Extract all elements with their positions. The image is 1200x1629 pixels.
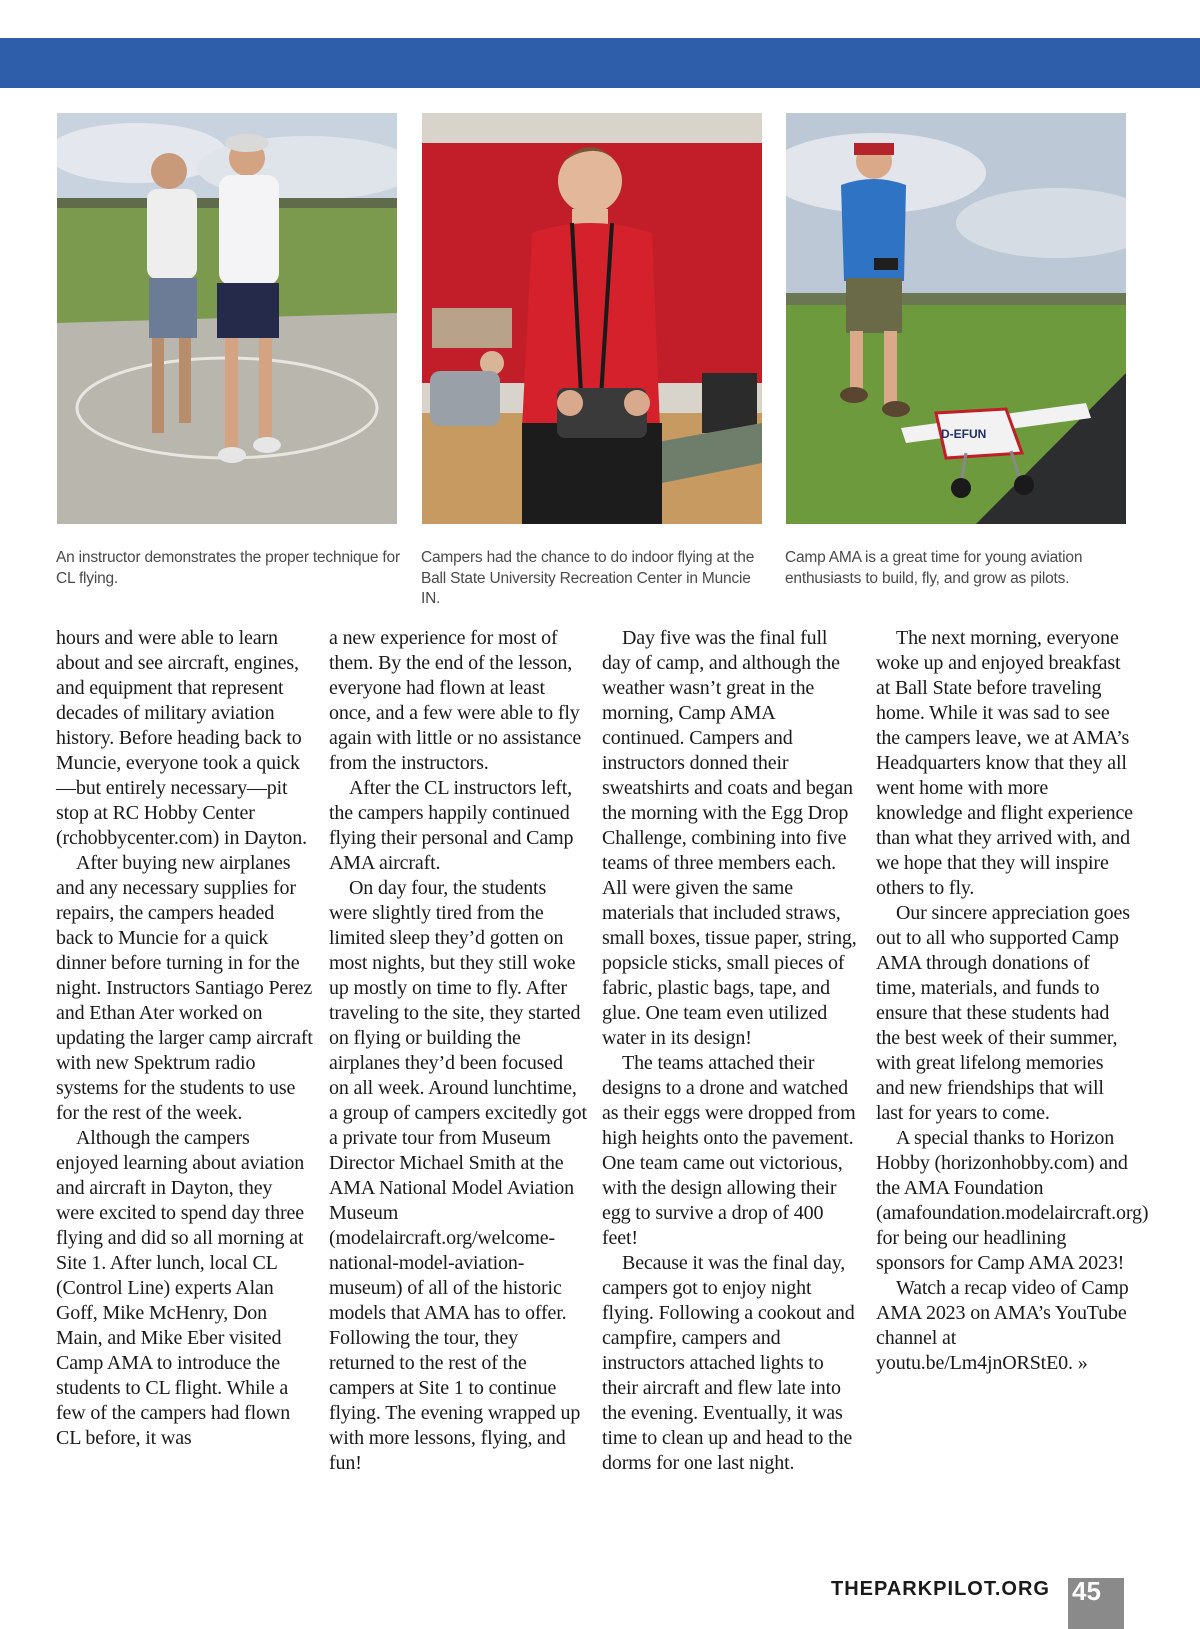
article-paragraph: hours and were able to learn about and see aircraft, engines, and equipment that represent decades of military aviation history. Before heading back to Muncie, everyone took a quick—but entirely necessary—pit stop at RC Hobby Center (rchobbycenter.com) in Dayton. <box>56 627 307 849</box>
article-paragraph: The teams attached their designs to a drone and watched as their eggs were dropped from high heights onto the pavement. One team came out victorious, with the design allowing their egg to survive a drop of 400 feet! <box>602 1052 856 1249</box>
photo-camper-with-rc-plane <box>786 113 1126 524</box>
article-paragraph: A special thanks to Horizon Hobby (horizonhobby.com) and the AMA Foundation (amafoundation.modelaircraft.org) for being our headlining sponsors for Camp AMA 2023! <box>876 1127 1149 1274</box>
photo-caption: Camp AMA is a great time for young aviation enthusiasts to build, fly, and grow as pilots. <box>785 549 1083 587</box>
article-paragraph: The next morning, everyone woke up and enjoyed breakfast at Ball State before traveling home. While it was sad to see the campers leave, we at AMA’s Headquarters know that they all went home with more knowledge and flight experience than what they arrived with, and we hope that they will inspire others to fly. <box>876 627 1133 899</box>
photo-caption: An instructor demonstrates the proper technique for CL flying. <box>56 549 400 587</box>
footer-website: THEPARKPILOT.ORG <box>831 1578 1050 1600</box>
article-paragraph: a new experience for most of them. By the end of the lesson, everyone had flown at least once, and a few were able to fly again with little or no assistance from the instructors. <box>329 627 582 774</box>
article-paragraph: After buying new airplanes and any necessary supplies for repairs, the campers headed back to Muncie for a quick dinner before turning in for the night. Instructors Santiago Perez and Ethan Ater worked on updating the larger camp aircraft with new Spektrum radio systems for the students to use for the rest of the week. <box>56 852 313 1124</box>
article-paragraph: Because it was the final day, campers got to enjoy night flying. Following a cookout and campfire, campers and instructors attached lights to their aircraft and flew late into the evening. Eventually, it was time to clean up and head to the dorms for one last night. <box>602 1252 855 1474</box>
article-paragraph: Day five was the final full day of camp, and although the weather wasn’t great in the morning, Camp AMA continued. Campers and instructors donned their sweatshirts and coats and began the morning with the Egg Drop Challenge, combining into five teams of three members each. All were given the same materials that included straws, small boxes, tissue paper, string, popsicle sticks, small pieces of fabric, plastic bags, tape, and glue. One team even utilized water in its design! <box>602 627 857 1049</box>
article-paragraph: Although the campers enjoyed learning about aviation and aircraft in Dayton, they were excited to spend day three flying and did so all morning at Site 1. After lunch, local CL (Control Line) experts Alan Goff, Mike McHenry, Don Main, and Mike Eber visited Camp AMA to introduce the students to CL flight. While a few of the campers had flown CL before, it was <box>56 1127 305 1449</box>
article-paragraph: Our sincere appreciation goes out to all who supported Camp AMA through donations of time, materials, and funds to ensure that these students had the best week of their summer, with great lifelong memories and new friendships that will last for years to come. <box>876 902 1130 1124</box>
plane-registration-text: D-EFUN <box>941 427 987 441</box>
photo-indoor-flying-camper <box>422 113 762 524</box>
page-number: 45 <box>1068 1578 1124 1629</box>
article-paragraph: On day four, the students were slightly tired from the limited sleep they’d gotten on most nights, but they still woke up mostly on time to fly. After traveling to the site, they started on flying or building the airplanes they’d been focused on all week. Around lunchtime, a group of campers excitedly got a private tour from Museum Director Michael Smith at the AMA National Model Aviation Museum (modelaircraft.org/welcome-national-model-aviation-museum) of all of the historic models that AMA has to offer. Following the tour, they returned to the rest of the campers at Site 1 to continue flying. The evening wrapped up with more lessons, flying, and fun! <box>329 877 587 1474</box>
photo-instructor-cl-flying <box>57 113 397 524</box>
article-column-3 <box>602 626 860 1476</box>
header-banner <box>0 38 1200 88</box>
article-paragraph: After the CL instructors left, the campers happily continued flying their personal and Camp AMA aircraft. <box>329 777 574 874</box>
article-column-4 <box>876 626 1149 1376</box>
article-paragraph: Watch a recap video of Camp AMA 2023 on AMA’s YouTube channel at youtu.be/Lm4jnORStE0. » <box>876 1277 1129 1374</box>
article-column-2 <box>329 626 587 1476</box>
photo-caption: Campers had the chance to do indoor flying at the Ball State University Recreation Center in Muncie IN. <box>421 549 755 607</box>
article-column-1 <box>56 626 314 1451</box>
